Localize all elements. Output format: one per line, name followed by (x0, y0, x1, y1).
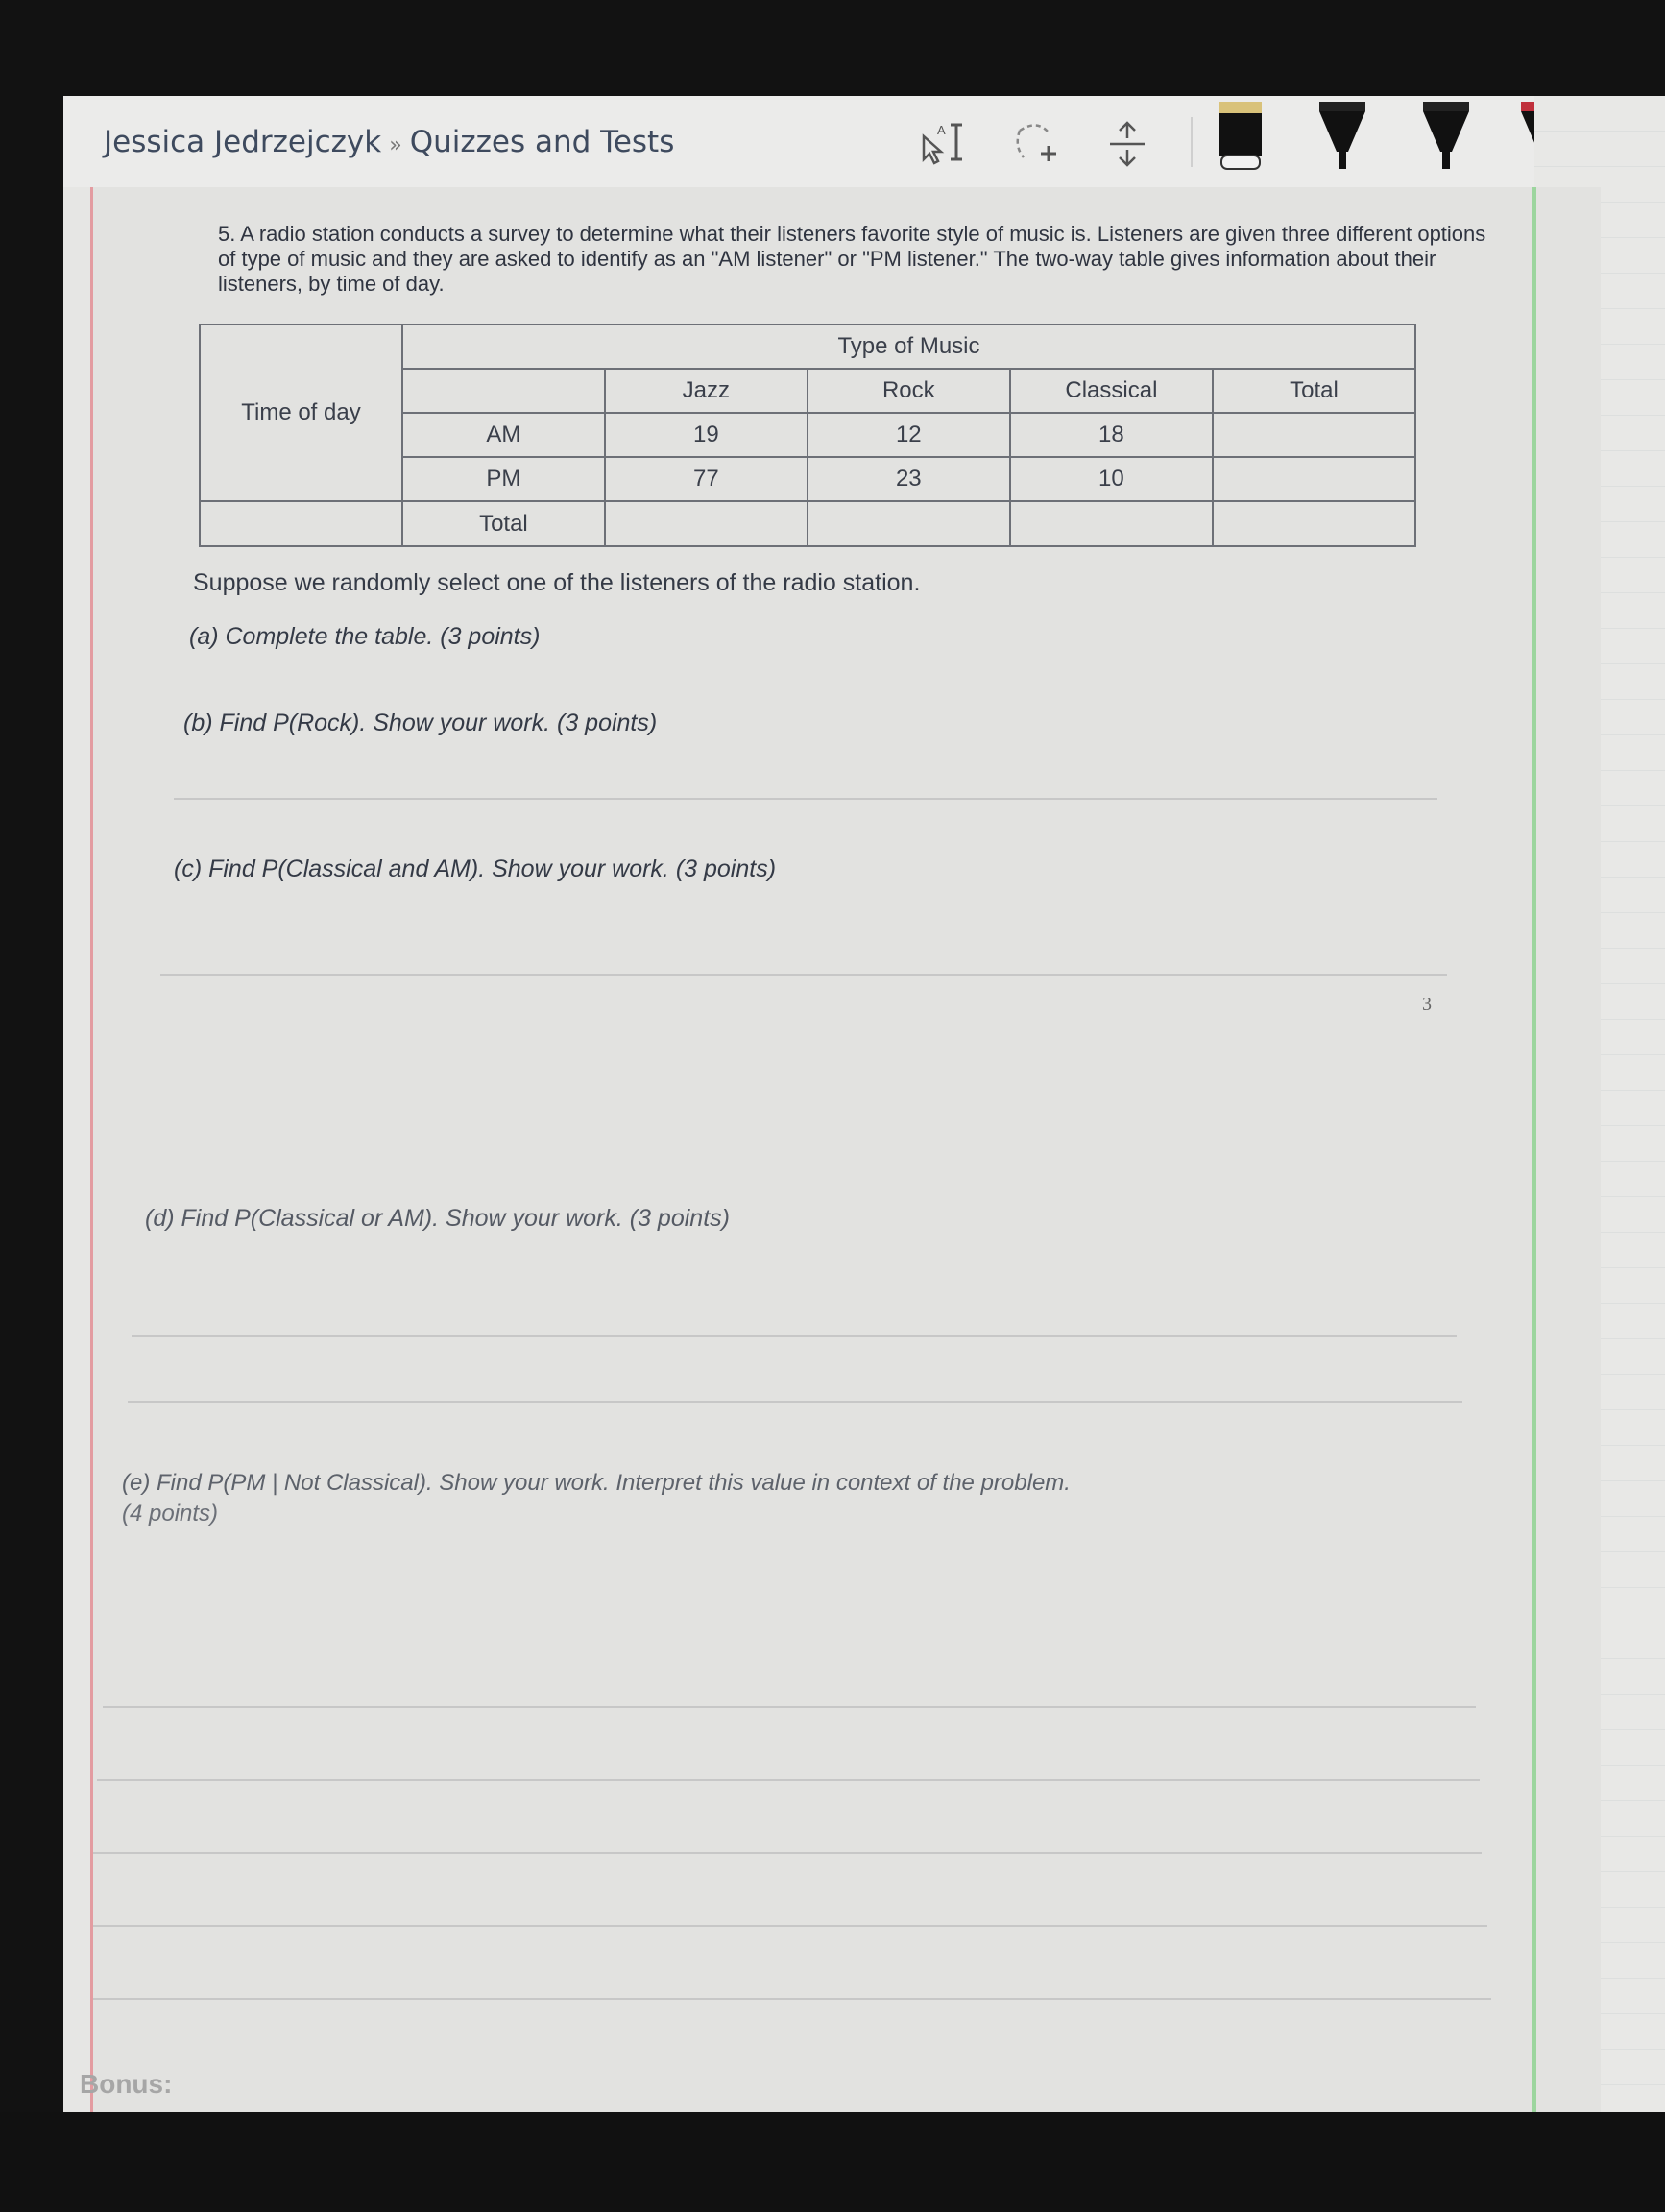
part-e-points: (4 points) (122, 1501, 219, 1527)
cell-am-total[interactable] (1213, 413, 1415, 457)
insert-space-icon[interactable] (1100, 117, 1154, 171)
cell-pm-classical: 10 (1010, 457, 1213, 501)
answer-line (93, 1852, 1482, 1854)
part-b: (b) Find P(Rock). Show your work. (3 points) (183, 709, 658, 736)
col-header-classical: Classical (1010, 369, 1213, 413)
answer-line (93, 1925, 1487, 1927)
highlighter-pen-icon[interactable] (1212, 102, 1269, 175)
answer-line (160, 974, 1447, 976)
black-pen-icon[interactable] (1417, 102, 1475, 175)
col-header-jazz: Jazz (605, 369, 808, 413)
toolbar-divider (1191, 117, 1193, 167)
worksheet-page (80, 187, 1601, 2112)
table-corner-cell (402, 369, 605, 413)
breadcrumb-section[interactable]: Quizzes and Tests (409, 125, 675, 159)
cell-pm-jazz: 77 (605, 457, 808, 501)
cell-am-rock: 12 (808, 413, 1010, 457)
breadcrumb-notebook[interactable]: Jessica Jedrzejczyk (104, 125, 382, 159)
text-to-ink-icon[interactable] (916, 117, 970, 171)
part-d: (d) Find P(Classical or AM). Show your work. (3 points) (145, 1205, 730, 1232)
row-label-am: AM (402, 413, 605, 457)
black-pen-icon[interactable] (1314, 102, 1371, 175)
row-header-time-of-day: Time of day (200, 325, 402, 501)
row-label-total: Total (402, 501, 605, 546)
two-way-table (199, 324, 1416, 547)
part-e: (e) Find P(PM | Not Classical). Show your work. Interpret this value in context of the problem. (122, 1470, 1071, 1496)
answer-line (97, 1779, 1480, 1781)
top-bar (63, 96, 1665, 187)
cell-pm-total[interactable] (1213, 457, 1415, 501)
cell-am-jazz: 19 (605, 413, 808, 457)
cell-total-total[interactable] (1213, 501, 1415, 546)
cell-total-jazz[interactable] (605, 501, 808, 546)
cell-am-classical: 18 (1010, 413, 1213, 457)
table-title: Type of Music (402, 325, 1415, 369)
row-label-pm: PM (402, 457, 605, 501)
answer-line (174, 798, 1437, 800)
question-intro: 5. A radio station conducts a survey to determine what their listeners favorite style of music is. Listeners are given three different options of type of music and they are asked to identify as an "AM listener" or "PM listener." The two-way table gives information about their listeners, by time of day. (218, 222, 1486, 296)
cell-pm-rock: 23 (808, 457, 1010, 501)
suppose-statement: Suppose we randomly select one of the listeners of the radio station. (193, 569, 921, 596)
lasso-add-space-icon[interactable] (1010, 117, 1064, 171)
col-header-total: Total (1213, 369, 1415, 413)
answer-line (132, 1335, 1457, 1337)
cell-total-rock[interactable] (808, 501, 1010, 546)
device-bezel (0, 2112, 1665, 2212)
answer-line (128, 1401, 1462, 1403)
breadcrumb (104, 125, 674, 159)
table-blank-cell (200, 501, 402, 546)
cell-total-classical[interactable] (1010, 501, 1213, 546)
part-c: (c) Find P(Classical and AM). Show your work. (3 points) (174, 855, 777, 882)
svg-text:A: A (937, 123, 946, 137)
col-header-rock: Rock (808, 369, 1010, 413)
bonus-label: Bonus: (80, 2069, 173, 2099)
answer-line (103, 1706, 1476, 1708)
answer-line (93, 1998, 1491, 2000)
part-a: (a) Complete the table. (3 points) (189, 623, 541, 650)
page-margin-line (1532, 187, 1536, 2112)
page-number: 3 (1422, 994, 1432, 1015)
breadcrumb-separator: » (389, 133, 402, 157)
